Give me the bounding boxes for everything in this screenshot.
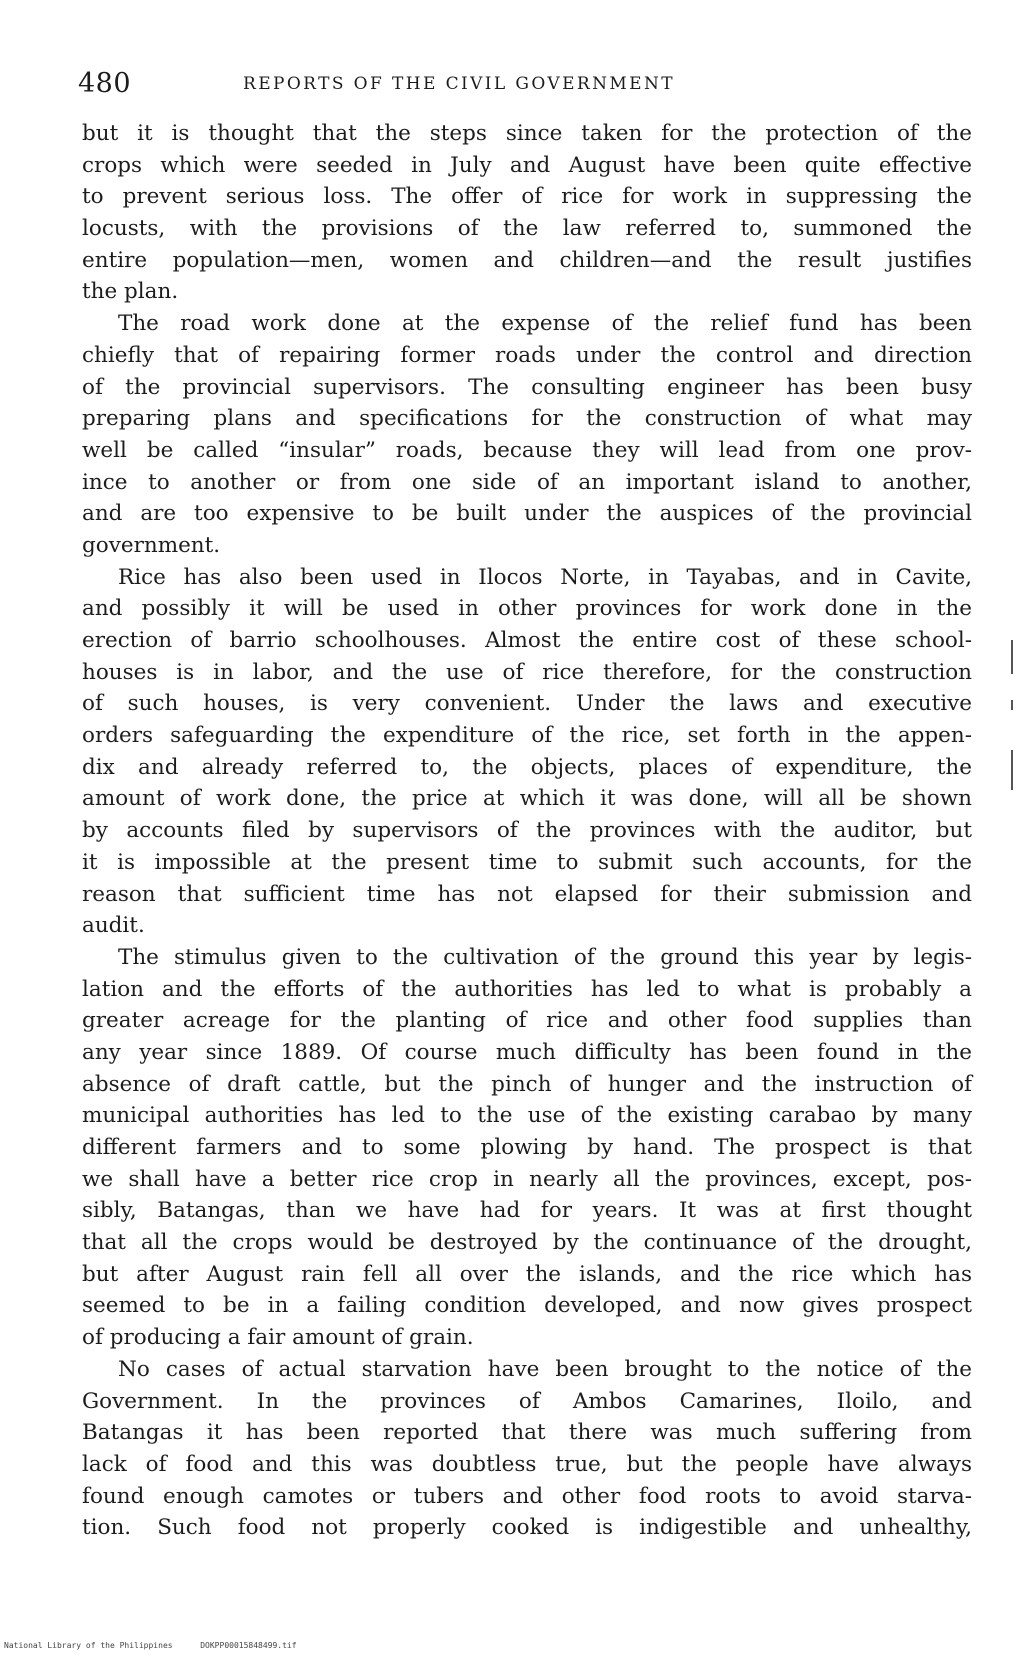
running-head	[78, 68, 988, 108]
text-line: The stimulus given to the cultivation of the ground this year by legis-	[118, 944, 972, 970]
footer-filename: DOKPP00015848499.tif	[200, 1641, 297, 1650]
text-line: it is impossible at the present time to submit such accounts, for the	[82, 849, 972, 875]
text-line: different farmers and to some plowing by hand. The prospect is that	[82, 1135, 972, 1160]
page-number: 480	[78, 68, 132, 99]
text-line: seemed to be in a failing condition developed, and now gives prospect	[82, 1293, 972, 1319]
text-line: but after August rain fell all over the islands, and the rice which has	[82, 1261, 972, 1287]
running-title: REPORTS OF THE CIVIL GOVERNMENT	[243, 74, 676, 94]
text-line: to prevent serious loss. The offer of rice for work in suppressing the	[82, 184, 972, 210]
text-line: lack of food and this was doubtless true, but the people have always	[82, 1451, 972, 1477]
scan-edge-marks	[1008, 640, 1016, 800]
text-line: but it is thought that the steps since taken for the protection of the	[82, 121, 972, 146]
text-line: ince to another or from one side of an important island to another,	[82, 469, 972, 495]
text-line: locusts, with the provisions of the law referred to, summoned the	[82, 216, 972, 242]
text-line: entire population—men, women and children—and the result justifies	[82, 247, 972, 273]
text-line: municipal authorities has led to the use of the existing carabao by many	[82, 1103, 972, 1129]
text-line: sibly, Batangas, than we have had for years. It was at first thought	[82, 1198, 972, 1224]
text-line: The road work done at the expense of the relief fund has been	[118, 311, 972, 337]
scan-footer	[4, 1641, 297, 1650]
text-line: amount of work done, the price at which it was done, will all be shown	[82, 786, 972, 812]
text-line: well be called “insular” roads, because they will lead from one prov-	[82, 437, 972, 463]
text-line: found enough camotes or tubers and other food roots to avoid starva-	[82, 1483, 972, 1509]
body-text	[82, 118, 972, 1544]
text-line: absence of draft cattle, but the pinch of hunger and the instruction of	[82, 1071, 972, 1097]
text-line: orders safeguarding the expenditure of the rice, set forth in the appen-	[82, 723, 972, 749]
text-line: Rice has also been used in Ilocos Norte, in Tayabas, and in Cavite,	[118, 564, 972, 590]
text-line: Batangas it has been reported that there was much suffering from	[82, 1420, 972, 1446]
text-line: government.	[82, 532, 221, 558]
text-line: preparing plans and specifications for the construction of what may	[82, 406, 972, 432]
text-line: and are too expensive to be built under the auspices of the provincial	[82, 501, 972, 527]
text-line: No cases of actual starvation have been brought to the notice of the	[118, 1356, 972, 1382]
text-line: lation and the efforts of the authorities has led to what is probably a	[82, 976, 972, 1002]
text-line: and possibly it will be used in other provinces for work done in the	[82, 596, 972, 622]
text-line: chiefly that of repairing former roads under the control and direction	[82, 342, 972, 368]
text-line: any year since 1889. Of course much difficulty has been found in the	[82, 1039, 972, 1065]
text-line: houses is in labor, and the use of rice therefore, for the construction	[82, 659, 972, 685]
text-line: tion. Such food not properly cooked is indigestible and unhealthy,	[82, 1515, 972, 1541]
text-line: by accounts filed by supervisors of the provinces with the auditor, but	[82, 818, 972, 844]
text-line: that all the crops would be destroyed by the continuance of the drought,	[82, 1230, 972, 1256]
text-line: greater acreage for the planting of rice and other food supplies than	[82, 1008, 972, 1034]
text-line: reason that sufficient time has not elapsed for their submission and	[82, 881, 972, 907]
text-line: the plan.	[82, 279, 179, 305]
text-line: of the provincial supervisors. The consulting engineer has been busy	[82, 374, 972, 400]
text-line: crops which were seeded in July and August have been quite effective	[82, 152, 972, 178]
text-line: Government. In the provinces of Ambos Camarines, Iloilo, and	[82, 1388, 972, 1414]
text-line: dix and already referred to, the objects, places of expenditure, the	[82, 754, 972, 780]
text-line: erection of barrio schoolhouses. Almost the entire cost of these school-	[82, 628, 972, 653]
text-line: of producing a fair amount of grain.	[82, 1325, 474, 1351]
text-line: we shall have a better rice crop in nearly all the provinces, except, pos-	[82, 1166, 972, 1192]
text-line: audit.	[82, 913, 145, 939]
text-line: of such houses, is very convenient. Under the laws and executive	[82, 691, 972, 717]
footer-source: National Library of the Philippines	[4, 1641, 173, 1650]
